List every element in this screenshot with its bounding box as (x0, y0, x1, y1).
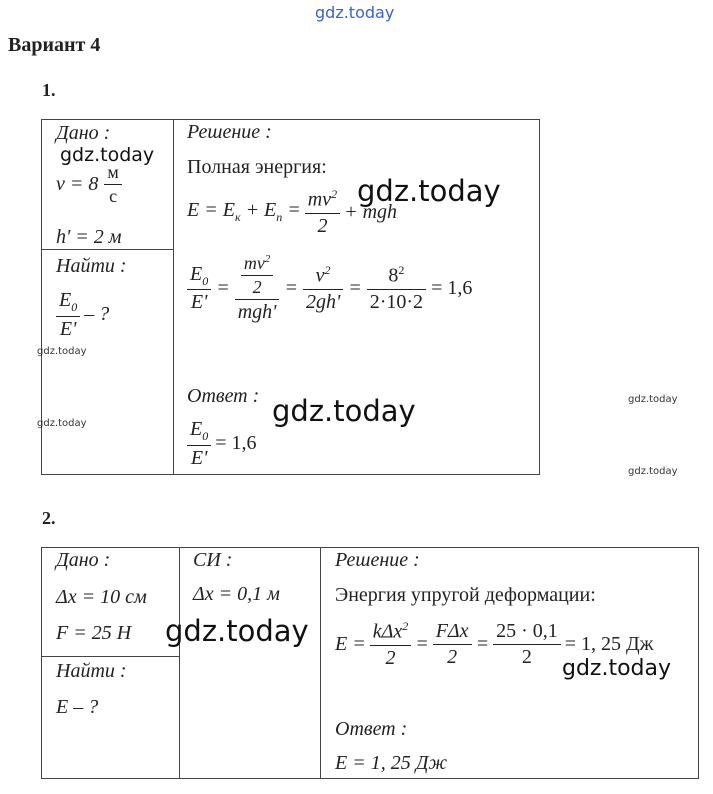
watermark-text: gdz.today (60, 144, 155, 166)
problem-1-divider-given-find (41, 249, 174, 250)
problem-2-number: 2. (42, 508, 56, 528)
watermark-text: gdz.today (165, 614, 309, 648)
p2-energy-equation: E = $\frac{k\Delta x^2}{2}$ = $\frac{\text{FΔx}}{2}$ = $\frac{25 \cdot 0,1}{2}$ = 1, 25 Дж (335, 619, 654, 669)
given-height: h' = 2 м (56, 226, 122, 248)
answer-label: Ответ : (187, 385, 260, 407)
find-label: Найти : (56, 255, 127, 277)
p2-given-label: Дано : (56, 549, 111, 571)
given-velocity: v = 8 $\frac{м}{с}$ (56, 163, 122, 206)
problem-2-divider-1 (179, 547, 180, 778)
answer-value: $\frac{E_0}{E'}$ = 1,6 (187, 419, 257, 469)
si-label: СИ : (193, 549, 233, 571)
si-dx: Δx = 0,1 м (193, 583, 280, 605)
p2-given-dx: Δx = 10 см (56, 586, 147, 608)
full-energy-text: Полная энергия: (187, 156, 327, 178)
page-title: Вариант 4 (8, 34, 101, 56)
find-ratio: $\frac{E_0}{E'}$ – ? (56, 290, 109, 340)
p2-solution-label: Решение : (335, 549, 420, 571)
watermark-text: gdz.today (272, 394, 416, 428)
watermark-text: gdz.today (628, 394, 678, 405)
problem-1-divider-vertical (173, 119, 174, 474)
p2-answer-value: E = 1, 25 Дж (335, 752, 448, 774)
watermark-top: gdz.today (315, 3, 395, 22)
p2-answer-label: Ответ : (335, 718, 408, 740)
energy-equation: $E = E_к + E_п$ = $\frac{mv^2}{2}$ + mgh (187, 187, 398, 237)
watermark-text: gdz.today (357, 174, 501, 208)
solution-label: Решение : (187, 121, 272, 143)
p2-find-label: Найти : (56, 660, 127, 682)
p2-find-energy: E – ? (56, 696, 99, 718)
problem-1-number: 1. (42, 80, 56, 100)
watermark-text: gdz.today (562, 656, 672, 681)
watermark-text: gdz.today (37, 346, 87, 357)
problem-2-divider-2 (320, 547, 321, 778)
problem-2-divider-given-find (41, 656, 180, 657)
ratio-equation: $\frac{E_0}{E'}$ = $\frac{\frac{mv^2}{2}}{\text{mgh'}}$ = $\frac{v^2}{2gh'}$ = $\frac{8^2}{2\cdot 10\cdot 2}$ = 1,6 (187, 254, 472, 323)
elastic-energy-text: Энергия упругой деформации: (335, 584, 596, 606)
given-label: Дано : (56, 122, 111, 144)
watermark-text: gdz.today (628, 466, 678, 477)
watermark-text: gdz.today (37, 418, 87, 429)
p2-given-force: F = 25 Н (56, 622, 132, 644)
